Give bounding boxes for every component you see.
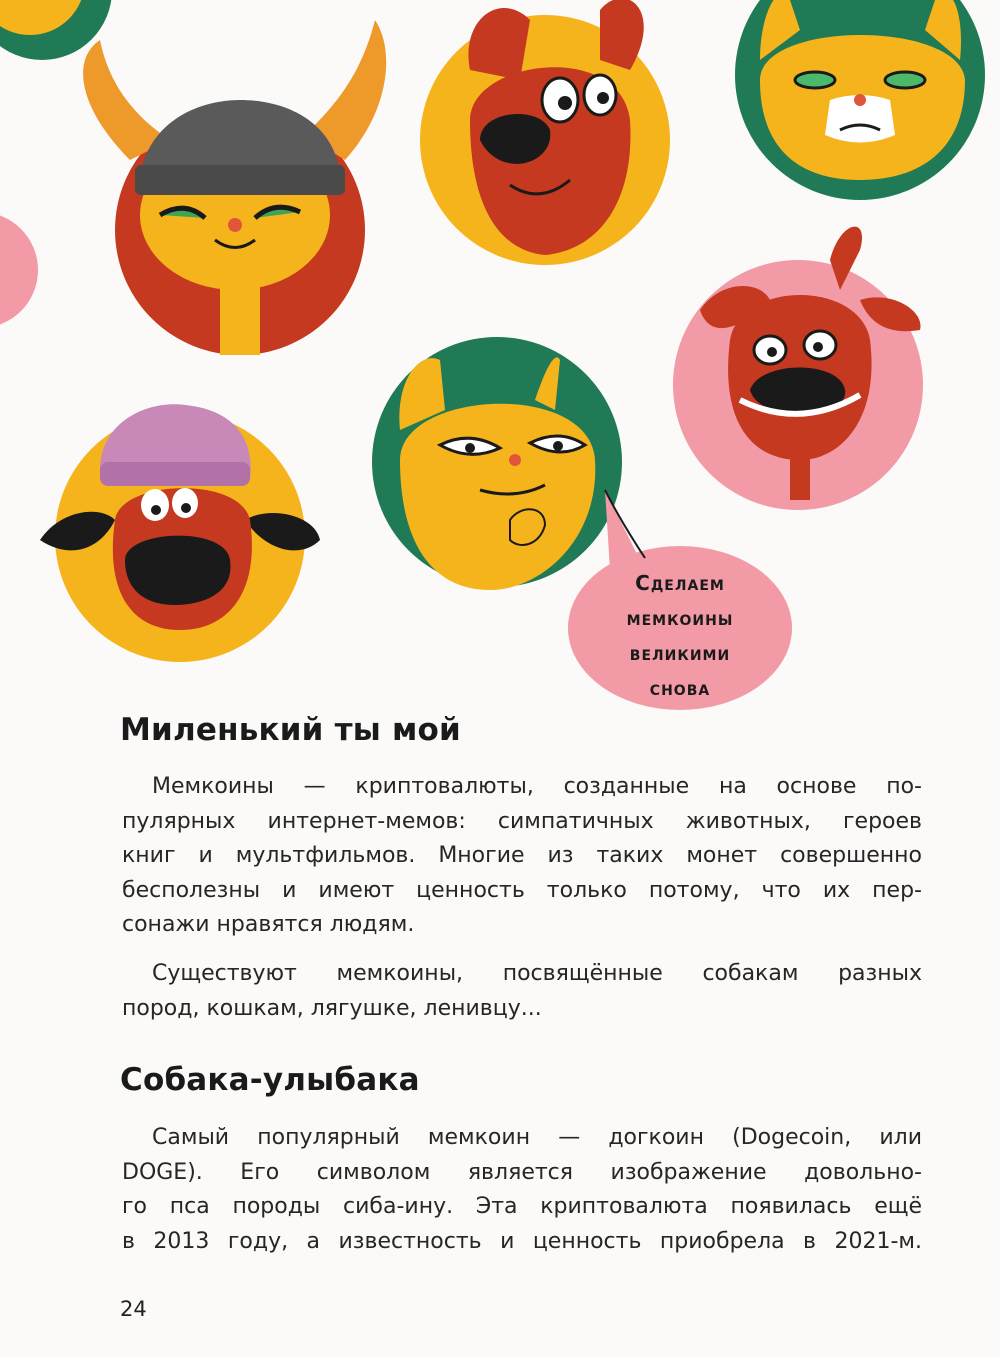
section1-paragraph-2 xyxy=(122,957,922,1026)
bubble-line: Сделаем xyxy=(635,571,725,595)
speech-bubble-text xyxy=(562,566,798,706)
viking-cat-icon xyxy=(83,20,386,355)
partial-circle-left-pink xyxy=(0,212,38,328)
section1-paragraph-1 xyxy=(122,770,922,943)
speech-bubble xyxy=(562,548,798,708)
text-line: Мемкоины — криптовалюты, созданные на основе по- xyxy=(152,774,922,799)
text-line: книг и мультфильмов. Многие из таких монет совершенно xyxy=(122,843,922,868)
grumpy-cat-icon xyxy=(735,0,985,200)
smiling-dog-icon xyxy=(673,227,923,510)
bubble-line: великими xyxy=(629,641,731,665)
page-number: 24 xyxy=(120,1297,147,1321)
hat-dog-icon xyxy=(40,404,320,662)
text-line: Существуют мемкоины, посвящённые собакам разных xyxy=(152,961,922,986)
bubble-line: мемкоины xyxy=(626,606,734,630)
text-line: в 2013 году, а известность и ценность приобрела в 2021-м. xyxy=(122,1228,922,1254)
section-heading-1: Миленький ты мой xyxy=(120,712,461,748)
section2-paragraph-1 xyxy=(122,1121,922,1259)
brown-dog-icon xyxy=(420,0,670,265)
text-line: бесполезны и имеют ценность только потому, что их пер- xyxy=(122,877,922,903)
text-line: го пса породы сиба-ину. Эта криптовалюта появилась ещё xyxy=(122,1194,922,1219)
bubble-line: снова xyxy=(649,676,711,700)
text-line: пород, кошкам, лягушке, ленивцу... xyxy=(122,995,542,1021)
text-line: Самый популярный мемкоин — догкоин (Dogecoin, или xyxy=(152,1125,922,1150)
text-line: DOGE). Его символом является изображение довольно- xyxy=(122,1159,922,1185)
text-line: сонажи нравятся людям. xyxy=(122,912,415,937)
text-line: пулярных интернет-мемов: симпатичных животных, героев xyxy=(122,808,922,834)
section-heading-2: Собака-улыбака xyxy=(120,1062,420,1098)
